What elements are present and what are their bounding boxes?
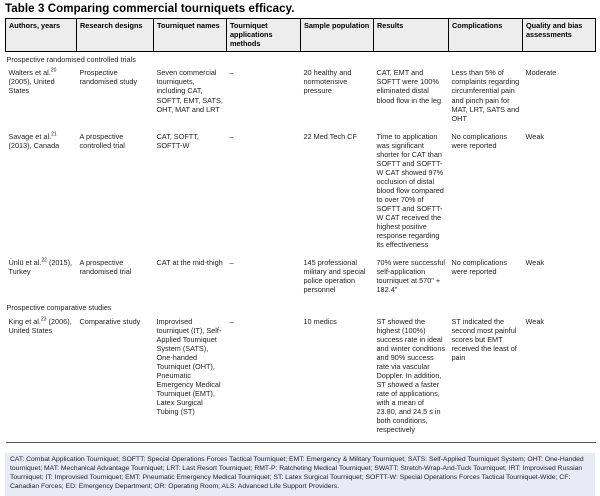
author-name: King et al. [8, 316, 41, 326]
cell-application-method: – [227, 314, 301, 443]
cell-complications: No complications were reported [451, 131, 508, 150]
col-header-sample: Sample population [301, 19, 374, 52]
cell-sample: 22 Med Tech CF [303, 131, 357, 141]
cell-authors [6, 65, 77, 128]
table-row [6, 255, 596, 300]
cell-design: Prospective randomised study [79, 68, 138, 87]
author-rest: (2005), United States [8, 77, 55, 96]
cell-application-method: – [229, 258, 234, 268]
author-rest: (2006), United States [8, 316, 72, 335]
col-header-complications: Complications [449, 19, 523, 52]
author-name: Ünlü et al. [8, 258, 42, 268]
author-name: Savage et al. [8, 131, 52, 141]
table-row [6, 314, 596, 443]
table-row [6, 129, 596, 256]
cell-tourniquets: CAT at the mid-thigh [156, 258, 223, 268]
table-title: Table 3 Comparing commercial tourniquets efficacy. [5, 3, 295, 15]
author-rest: (2015), Turkey [8, 258, 73, 277]
cell-design: A prospective randomised trial [79, 258, 132, 277]
cell-quality: Weak [525, 131, 545, 141]
col-header-application-methods: Tourniquet applications methods [227, 19, 301, 52]
col-header-authors: Authors, years [6, 19, 77, 52]
author-name: Walters et al. [8, 68, 51, 78]
cell-application-method: – [229, 131, 234, 141]
author-rest: (2013), Canada [8, 140, 60, 150]
cell-authors [6, 129, 77, 256]
cell-tourniquets: Improvised tourniquet (IT), Self-Applied Tourniquet System (SATS), One-handed Tourniquet (OHT), Pneumatic Emergency Medical Tourniquet (EMT), Latex Surgical Tubing (ST) [154, 314, 227, 443]
cell-complications: No complications were reported [451, 258, 508, 277]
cell-tourniquets: CAT, SOFTT, SOFTT-W [156, 131, 199, 150]
section-row-comparative [6, 300, 596, 313]
cell-sample: 20 healthy and normotensive pressure [303, 68, 352, 96]
cell-results: 70% were successful self-application tourniquet at 570" + 182.4" [376, 258, 446, 295]
citation-ref: 23 [40, 316, 47, 323]
citation-ref: 21 [51, 131, 57, 138]
section-row-rct [6, 52, 596, 66]
cell-authors [6, 314, 77, 443]
cell-results: CAT, EMT and SOFTT were 100% eliminated distal blood flow in the leg [376, 68, 441, 105]
cell-sample: 10 medics [301, 314, 374, 443]
section-title: Prospective randomised controlled trials [6, 55, 136, 65]
cell-tourniquets: Seven commercial tourniquets, including CAT, SOFTT, EMT, SATS, OHT, MAT and LRT [156, 68, 223, 114]
col-header-results: Results [374, 19, 449, 52]
cell-quality: Moderate [525, 68, 557, 78]
cell-sample: 145 professional military and special police operation personnel [303, 258, 366, 295]
cell-complications: Less than 5% of complaints regarding circumferential pain and pinch pain for MAT, LRT, SATS and OHT [451, 68, 520, 123]
header-row [6, 19, 596, 52]
citation-ref: 22 [41, 257, 47, 264]
cell-results: Time to application was significant shorter for CAT than SOFTT and SOFTT-W CAT showed 97% occlusion of distal blood flow compared to over 70% of SOFTT and SOFTT-W CAT received the highest positive response regarding its effectiveness [376, 131, 444, 250]
cell-application-method: – [229, 68, 234, 78]
cell-design: A prospective controlled trial [79, 131, 125, 150]
abbreviations-footnote: CAT: Combat Application Tourniquet; SOFTT: Special Operations Forces Tactical Tourniquet; EMT: Emergency & Military Tourniquet; SATS: Self-Applied Tourniquet System; OHT: One-Handed tourniquet; MAT: Mechanical Advantage Tourniquet; LRT: Last Resort Tourniquet; RMT-P: Ratcheting Medical Tourniquet; SWATT: Stretch-Wrap-And-Tuck Tourniquet; IRT: Improvised Russian Tourniquet; IT: Improvised Tourniquet; EMT: Pneumatic Emergency Medical Tourniquet; ST: Latex Surgical Tourniquet; SOFTT-W: Special Operations Forces Tactical Tourniquet-Wide; CF: Canadian Forces; ED: Emergency Department; OR: Operating Room; ALS: Advanced Life Support Providers. [5, 453, 595, 496]
table-row [6, 65, 596, 128]
col-header-quality: Quality and bias assessments [523, 19, 596, 52]
cell-complications: ST indicated the second most painful scores but EMT received the least of pain [449, 314, 523, 443]
col-header-tourniquet-names: Tourniquet names [154, 19, 227, 52]
section-title: Prospective comparative studies [6, 303, 112, 313]
cell-quality: Weak [523, 314, 596, 443]
citation-ref: 20 [50, 67, 57, 74]
cell-design: Comparative study [77, 314, 154, 443]
comparison-table [5, 18, 596, 443]
col-header-designs: Research designs [77, 19, 154, 52]
cell-quality: Weak [525, 258, 545, 268]
cell-authors [6, 255, 77, 300]
cell-results: ST showed the highest (100%) success rate in ideal and winter conditions and 90% success rate via vascular Doppler. In addition, ST showed a faster rate of applications, with a mean of 23.80, and 24.5 s in both conditions, respectively [374, 314, 449, 443]
